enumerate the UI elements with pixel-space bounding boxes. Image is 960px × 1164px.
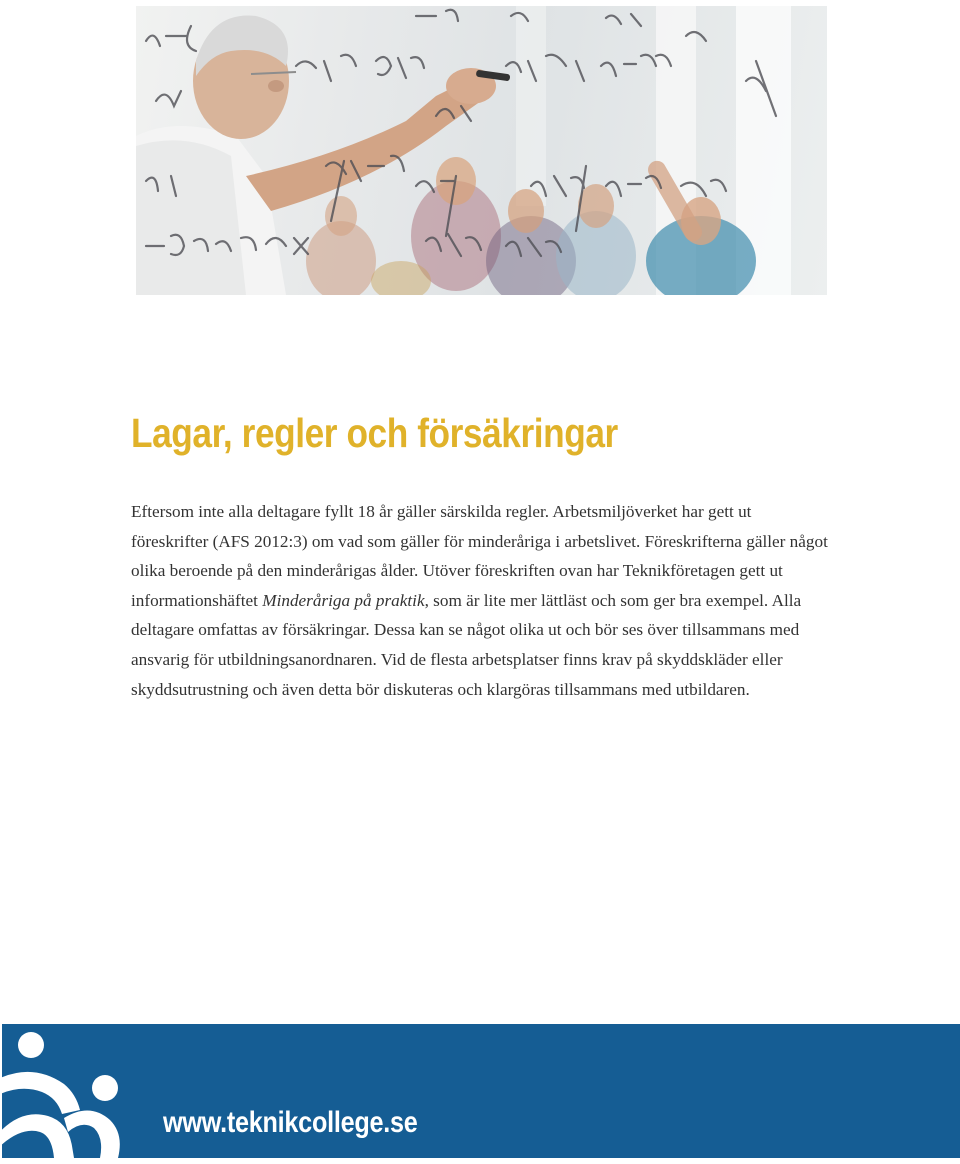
page-title: Lagar, regler och försäkringar: [131, 410, 618, 456]
teknikcollege-logo-icon: [2, 1024, 142, 1158]
footer-banner: [2, 1024, 960, 1158]
body-text-part2: , som är lite mer lättläst och som ger bra exempel. Alla deltagare omfattas av försäkringar. Dessa kan se något olika ut och bör ses över tillsammans med ansvarig för utbildningsanordnaren. Vid de flesta arbetsplatser finns krav på skyddskläder eller skyddsutrustning och även detta bör diskuteras och klargöras tillsammans med utbildaren.: [131, 590, 802, 699]
body-paragraph: [131, 497, 831, 704]
body-text-part1: Eftersom inte alla deltagare fyllt 18 år gäller särskilda regler. Arbetsmiljöverket har gett ut föreskrifter (AFS 2012:3) om vad som gäller för minderåriga i arbetslivet. Föreskrifterna gäller något olika beroende på den minderårigas ålder. Utöver föreskriften ovan har Teknikföretagen gett ut informationshäftet: [131, 502, 828, 610]
publication-title: Minderåriga på praktik: [262, 590, 425, 610]
website-link[interactable]: www.teknikcollege.se: [163, 1106, 418, 1139]
hero-photo: [136, 6, 827, 295]
